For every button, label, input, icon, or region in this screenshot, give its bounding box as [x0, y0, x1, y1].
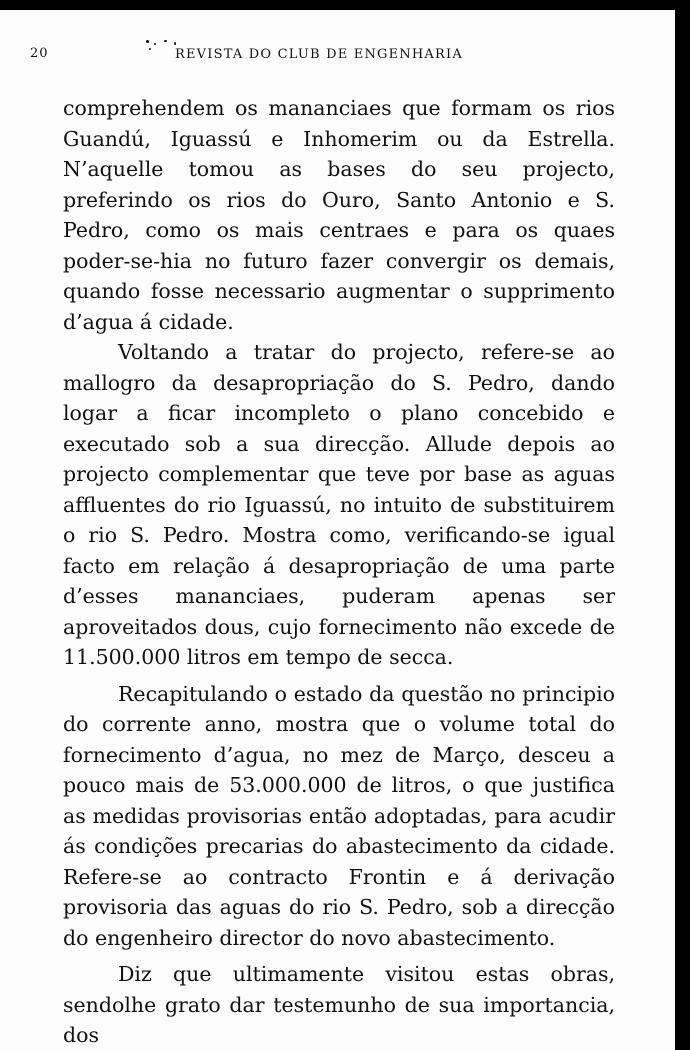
body-text — [63, 93, 615, 1050]
paragraph: Recapitulando o estado da questão no principio do corrente anno, mostra que o volume total do fornecimento d’agua, no mez de Março, desceu a pouco mais de 53.000.000 de litros, o que justifica as medidas provisorias então adoptadas, para acudir ás condições precarias do abastecimento da cidade. Refere-se ao contracto Frontin e á derivação provisoria das aguas do rio S. Pedro, sob a direcção do engenheiro director do novo abastecimento. — [63, 681, 615, 950]
page-number: 20 — [30, 46, 49, 61]
paragraph: comprehendem os mananciaes que formam os rios Guandú, Iguassú e Inhomerim ou da Estrella. N’aquelle tomou as bases do seu projecto, preferindo os rios do Ouro, Santo Antonio e S. Pedro, como os mais centraes e para os quaes poder-se-hia no futuro fazer convergir os demais, quando fosse necessario augmentar o supprimento d’agua á cidade. — [63, 96, 615, 334]
paragraph: Voltando a tratar do projecto, refere-se ao mallogro da desapropriação do S. Pedro, dando logar a ficar incompleto o plano concebido e executado sob a sua direcção. Allude depois ao projecto complementar que teve por base as aguas affluentes do rio Iguassú, no intuito de substituirem o rio S. Pedro. Mostra como, verificando-se igual facto em relação á desapropriação de uma parte d’esses mananciaes, puderam apenas ser aproveitados dous, cujo fornecimento não excede de 11.500.000 litros em tempo de secca. — [63, 340, 615, 669]
journal-title: REVISTA DO CLUB DE ENGENHARIA — [175, 47, 463, 62]
paragraph: Diz que ultimamente visitou estas obras, sendolhe grato dar testemunho de sua importancia, dos — [63, 962, 615, 1047]
book-page — [0, 10, 675, 1050]
running-head — [0, 44, 675, 68]
